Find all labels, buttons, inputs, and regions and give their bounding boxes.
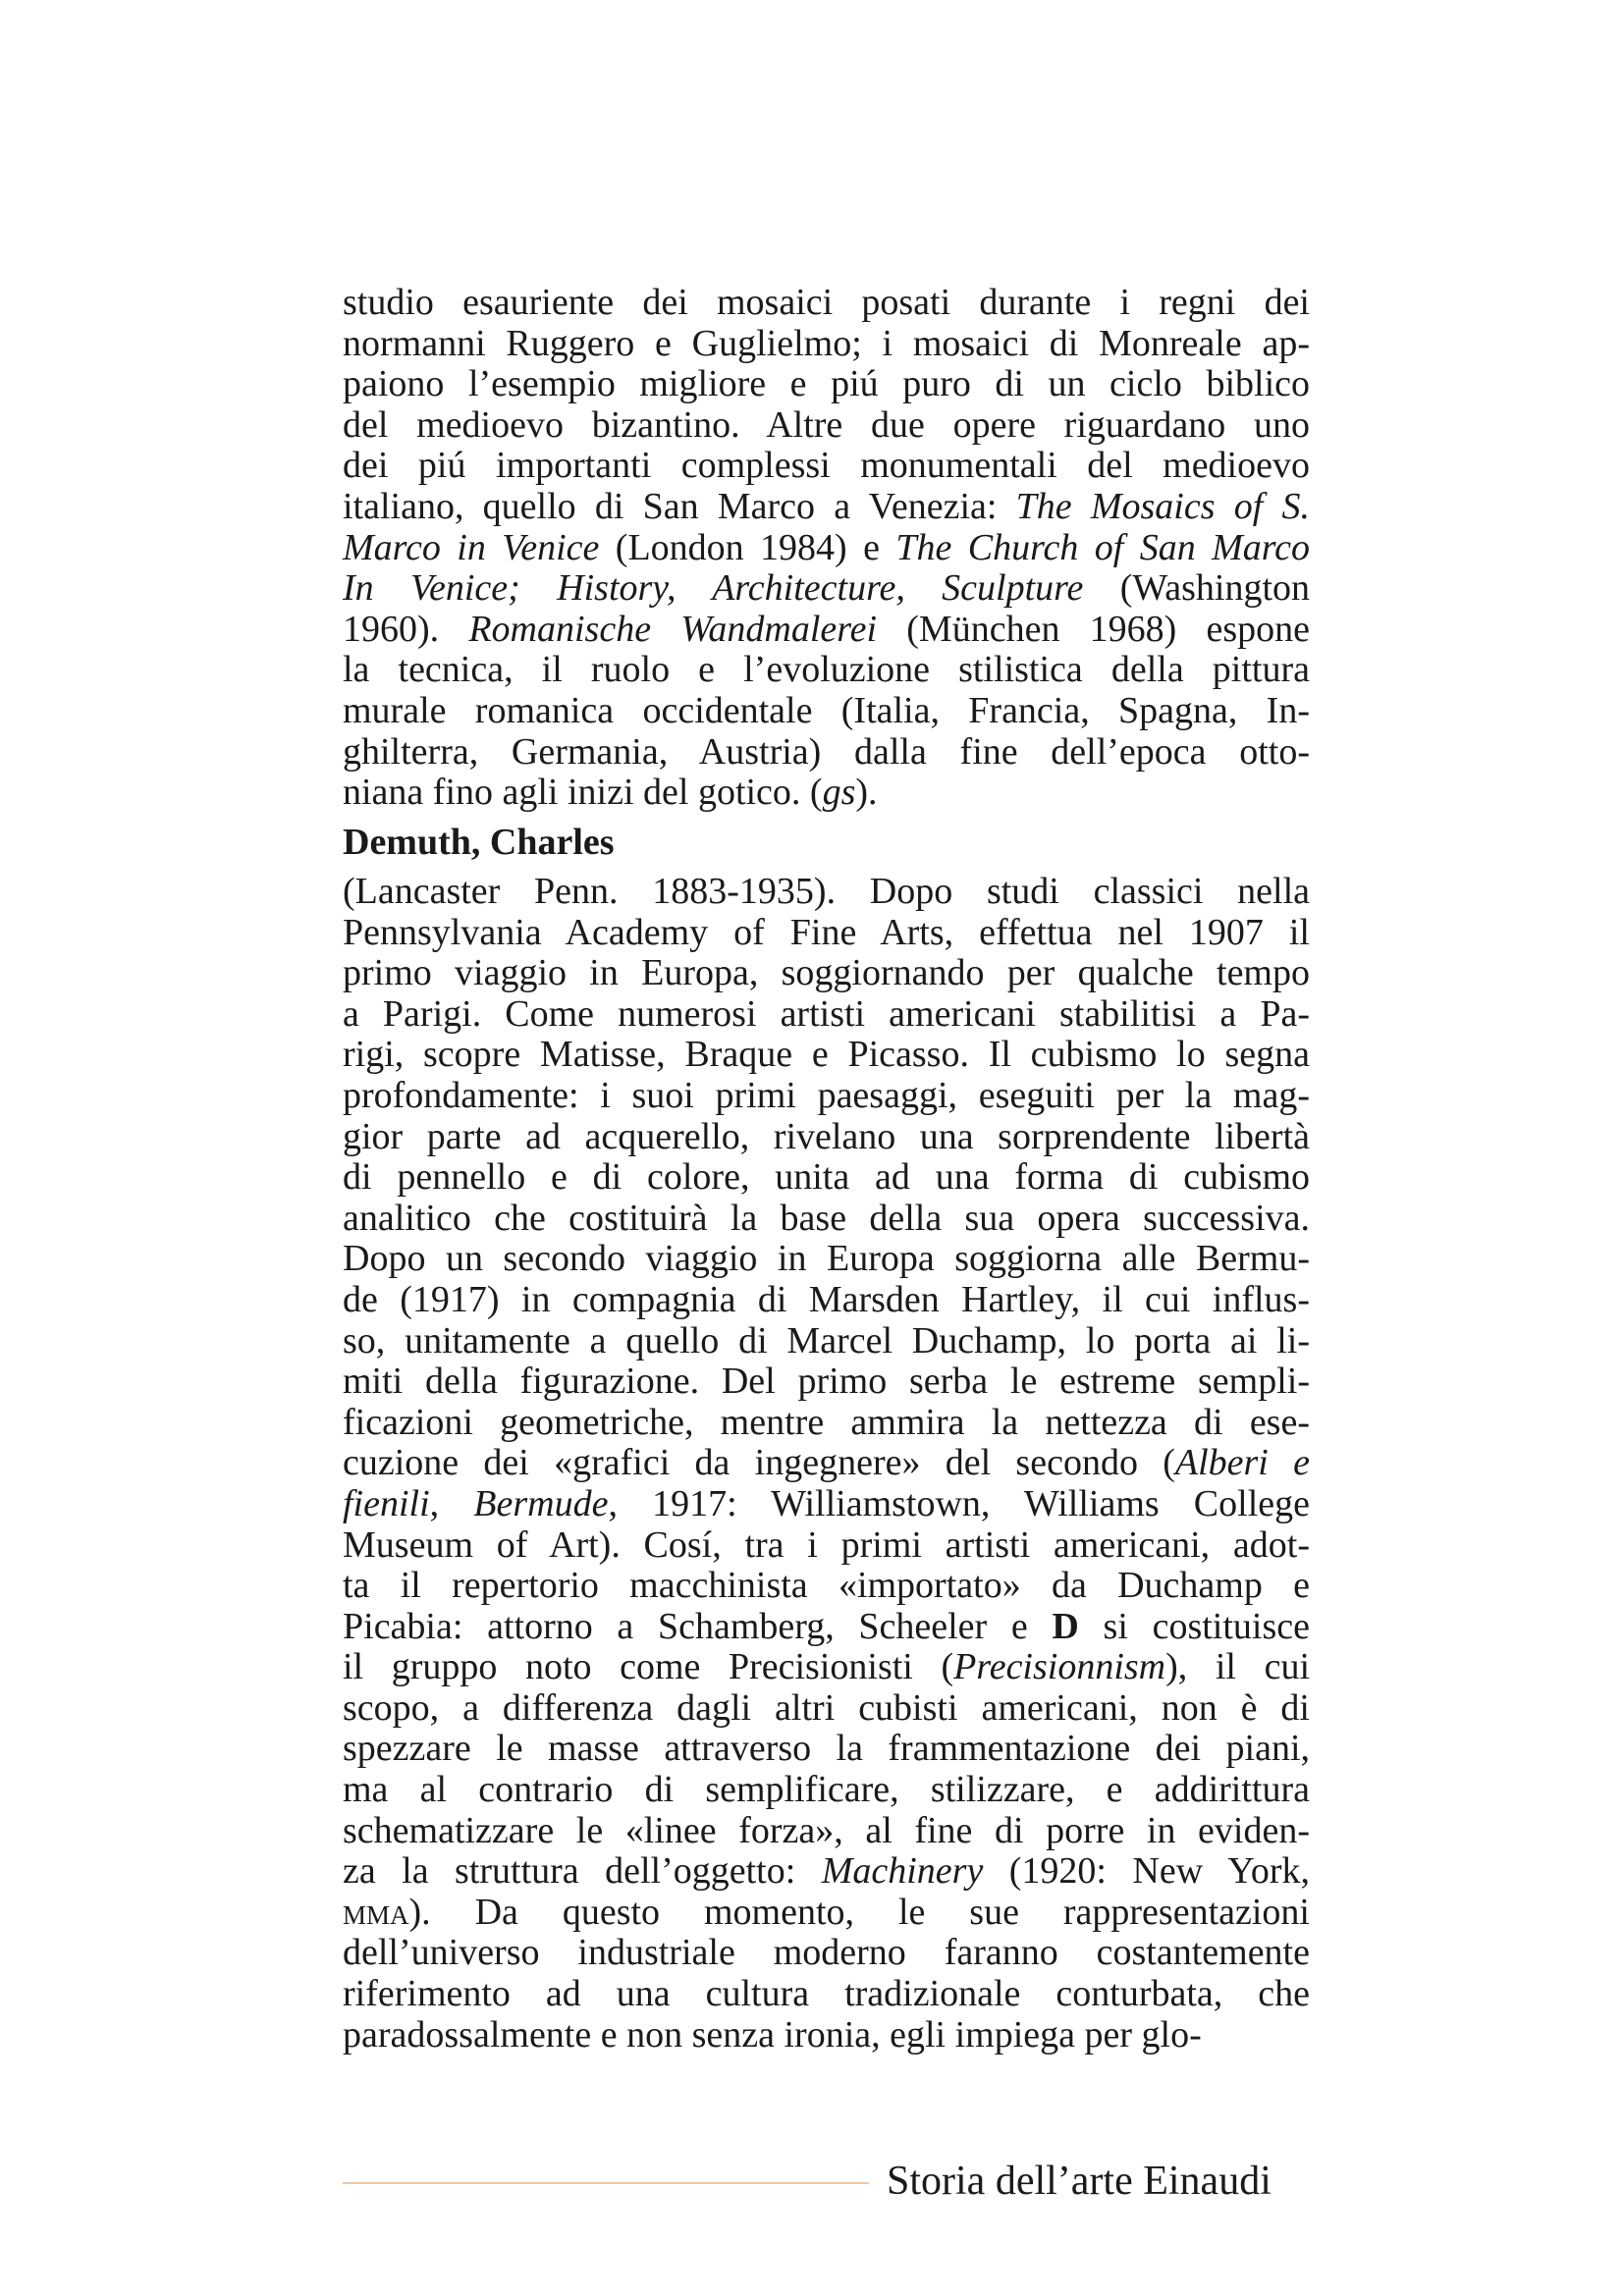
text-line: di pennello e di colore, unita ad una forma di cubismo <box>343 1156 1310 1199</box>
text-line: Marco in Venice (London 1984) e The Church of San Marco <box>343 526 1310 568</box>
text-line: del medioevo bizantino. Altre due opere riguardano uno <box>343 403 1310 446</box>
text-line: riferimento ad una cultura tradizionale conturbata, che <box>343 1973 1310 2015</box>
text-line: In Venice; History, Architecture, Sculpture (Washington <box>343 567 1311 610</box>
text-line: so, unitamente a quello di Marcel Duchamp, lo porta ai li- <box>343 1319 1310 1362</box>
text-line: dell’universo industriale moderno faranno costantemente <box>343 1932 1310 1974</box>
text-line: gior parte ad acquerello, rivelano una sorprendente libertà <box>343 1115 1310 1157</box>
text-line: italiano, quello di San Marco a Venezia: The Mosaics of S. <box>343 485 1311 527</box>
text-line: paiono l’esempio migliore e piú puro di un ciclo biblico <box>343 363 1310 405</box>
entry-heading: Demuth, Charles <box>343 822 615 863</box>
text-line: paradossalmente e non senza ironia, egli impiega per glo- <box>343 2013 1202 2056</box>
text-line: de (1917) in compagnia di Marsden Hartley, il cui influs- <box>343 1278 1310 1320</box>
text-line: la tecnica, il ruolo e l’evoluzione stilistica della pittura <box>343 649 1310 691</box>
text-line: murale romanica occidentale (Italia, Francia, Spagna, In- <box>343 689 1310 731</box>
entry-body-paragraph <box>343 872 1310 2056</box>
text-line: ta il repertorio macchinista «importato» da Duchamp e <box>343 1565 1310 1607</box>
paragraph-continued <box>343 283 1310 814</box>
text-line: fienili, Bermude, 1917: Williamstown, Williams College <box>343 1482 1310 1524</box>
text-line: analitico che costituirà la base della sua opera successiva. <box>343 1197 1310 1239</box>
text-line: scopo, a differenza dagli altri cubisti americani, non è di <box>343 1686 1310 1729</box>
text-line: Pennsylvania Academy of Fine Arts, effettua nel 1907 il <box>343 911 1310 953</box>
text-line: normanni Ruggero e Guglielmo; i mosaici di Monreale ap- <box>343 322 1310 364</box>
text-line: (Lancaster Penn. 1883-1935). Dopo studi classici nella <box>343 871 1310 912</box>
text-line: ghilterra, Germania, Austria) dalla fine dell’epoca otto- <box>343 730 1310 773</box>
text-line: profondamente: i suoi primi paesaggi, eseguiti per la mag- <box>343 1074 1310 1116</box>
text-line: miti della figurazione. Del primo serba le estreme sempli- <box>343 1361 1310 1403</box>
text-line: a Parigi. Come numerosi artisti americani stabilitisi a Pa- <box>343 992 1310 1035</box>
text-line: ma al contrario di semplificare, stilizzare, e addirittura <box>343 1769 1310 1811</box>
text-line: niana fino agli inizi del gotico. (gs). <box>343 772 878 814</box>
text-line: za la struttura dell’oggetto: Machinery (1920: New York, <box>343 1850 1310 1893</box>
text-line: spezzare le masse attraverso la frammentazione dei piani, <box>343 1728 1310 1770</box>
footer-rule <box>343 2182 869 2184</box>
text-line: dei piú importanti complessi monumentali del medioevo <box>343 445 1310 487</box>
text-line: rigi, scopre Matisse, Braque e Picasso. Il cubismo lo segna <box>343 1034 1310 1076</box>
text-line: Dopo un secondo viaggio in Europa soggiorna alle Bermu- <box>343 1238 1310 1280</box>
footer-title: Storia dell’arte Einaudi <box>887 2159 1271 2204</box>
text-line: ficazioni geometriche, mentre ammira la nettezza di ese- <box>343 1401 1310 1443</box>
text-line: studio esauriente dei mosaici posati durante i regni dei <box>343 282 1310 323</box>
text-line: mma). Da questo momento, le sue rappresentazioni <box>343 1891 1310 1933</box>
text-line: primo viaggio in Europa, soggiornando per qualche tempo <box>343 952 1310 994</box>
text-line: cuzione dei «grafici da ingegnere» del secondo (Alberi e <box>343 1442 1310 1484</box>
text-line: Museum of Art). Cosí, tra i primi artisti americani, adot- <box>343 1523 1310 1566</box>
text-line: 1960). Romanische Wandmalerei (München 1968) espone <box>343 608 1310 650</box>
text-line: schematizzare le «linee forza», al fine di porre in eviden- <box>343 1809 1310 1851</box>
text-line: Picabia: attorno a Schamberg, Scheeler e D si costituisce <box>343 1605 1310 1647</box>
text-line: il gruppo noto come Precisionisti (Precisionnism), il cui <box>343 1646 1310 1688</box>
